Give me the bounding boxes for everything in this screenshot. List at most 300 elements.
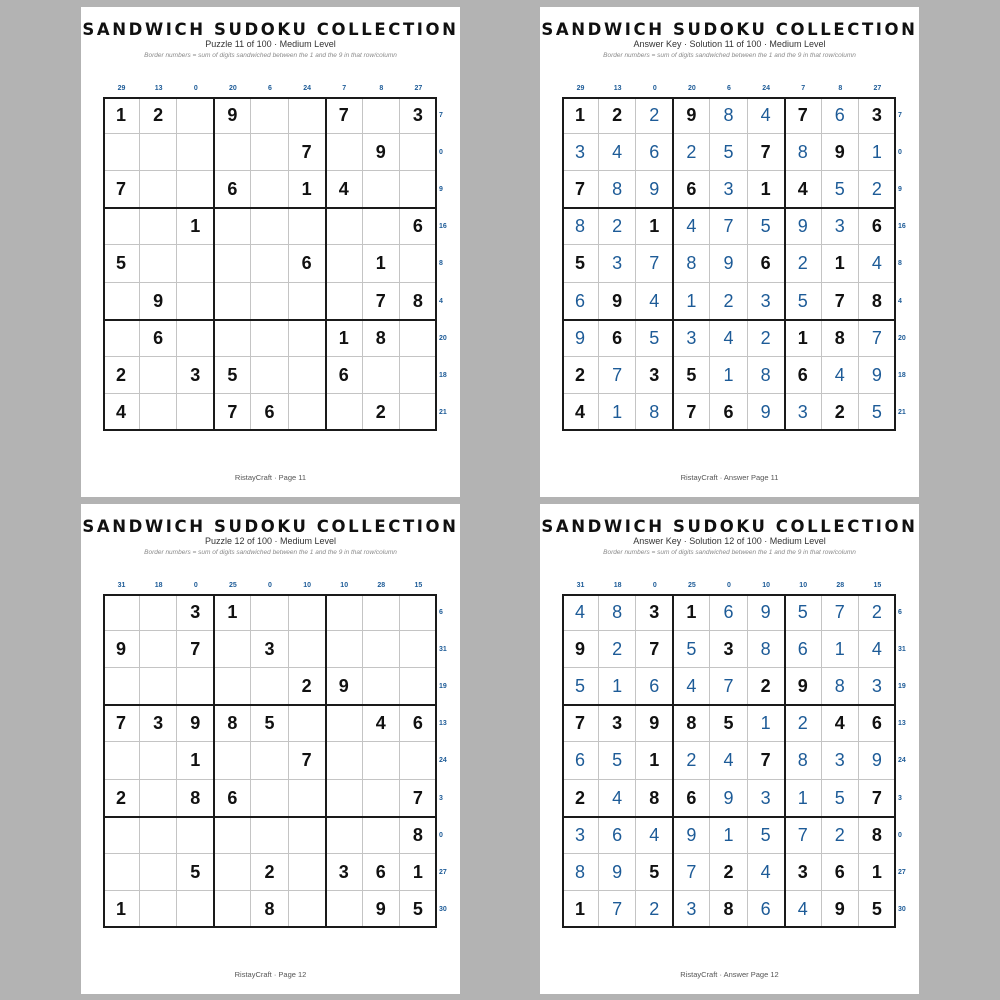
solution-digit-cell: 2 <box>785 705 822 742</box>
given-digit-cell: 6 <box>822 854 859 891</box>
solution-digit-cell: 9 <box>673 817 710 854</box>
given-digit-cell: 8 <box>859 283 896 320</box>
column-clue: 6 <box>727 85 731 92</box>
rules-note: Border numbers = sum of digits sandwiched between the 1 and the 9 in that row/column <box>144 549 397 556</box>
solution-digit-cell: 2 <box>822 817 859 854</box>
solution-digit-cell: 6 <box>562 742 599 779</box>
row-clue: 9 <box>898 186 902 194</box>
answer-page-12 <box>540 504 919 994</box>
page-title: SANDWICH SUDOKU COLLECTION <box>82 517 459 536</box>
row-clue: 0 <box>898 149 902 157</box>
solution-digit-cell: 5 <box>710 134 747 171</box>
solution-digit-cell: 3 <box>599 245 636 282</box>
given-digit-cell: 3 <box>710 631 747 668</box>
grid-frame <box>562 97 896 431</box>
given-digit-cell: 6 <box>859 208 896 245</box>
given-digit-cell: 7 <box>562 705 599 742</box>
row-clue: 30 <box>898 905 906 913</box>
solution-digit-cell: 2 <box>599 208 636 245</box>
solution-digit-cell: 6 <box>822 97 859 134</box>
given-digit-cell: 8 <box>822 320 859 357</box>
solution-digit-cell: 1 <box>822 631 859 668</box>
given-digit-cell: 8 <box>710 891 747 928</box>
given-digit-cell: 6 <box>214 780 251 817</box>
given-digit-cell: 5 <box>400 891 437 928</box>
page-subtitle: Answer Key · Solution 12 of 100 · Medium Level <box>633 536 826 546</box>
given-digit-cell: 3 <box>326 854 363 891</box>
solution-digit-cell: 6 <box>748 891 785 928</box>
column-clue: 15 <box>873 582 882 589</box>
solution-digit-cell: 9 <box>859 742 896 779</box>
given-digit-cell: 1 <box>859 854 896 891</box>
given-digit-cell: 8 <box>400 817 437 854</box>
solution-digit-cell: 4 <box>859 245 896 282</box>
solution-digit-cell: 7 <box>673 854 710 891</box>
solution-digit-cell: 4 <box>599 780 636 817</box>
given-digit-cell: 5 <box>177 854 214 891</box>
given-digit-cell: 5 <box>251 705 288 742</box>
solution-digit-cell: 3 <box>562 817 599 854</box>
column-clue: 13 <box>613 85 622 92</box>
solution-digit-cell: 3 <box>673 891 710 928</box>
given-digit-cell: 6 <box>673 171 710 208</box>
given-digit-cell: 2 <box>599 97 636 134</box>
given-digit-cell: 6 <box>859 705 896 742</box>
given-digit-cell: 9 <box>599 283 636 320</box>
column-clue: 7 <box>342 85 347 92</box>
solution-digit-cell: 8 <box>673 245 710 282</box>
column-clue: 31 <box>576 582 585 589</box>
given-digit-cell: 7 <box>103 171 140 208</box>
solution-digit-cell: 4 <box>636 283 673 320</box>
answer-page-11 <box>540 7 919 497</box>
column-clues <box>103 582 437 594</box>
given-digit-cell: 7 <box>859 780 896 817</box>
column-clue: 20 <box>228 85 237 92</box>
solution-digit-cell: 2 <box>636 891 673 928</box>
given-digit-cell: 8 <box>251 891 288 928</box>
given-digit-cell: 9 <box>140 283 177 320</box>
solution-digit-cell: 4 <box>673 208 710 245</box>
page-subtitle: Puzzle 12 of 100 · Medium Level <box>204 536 337 546</box>
solution-digit-cell: 1 <box>599 668 636 705</box>
given-digit-cell: 2 <box>562 357 599 394</box>
solution-digit-cell: 3 <box>822 208 859 245</box>
solution-digit-cell: 3 <box>822 742 859 779</box>
given-digit-cell: 1 <box>636 208 673 245</box>
solution-digit-cell: 5 <box>748 208 785 245</box>
column-clue: 0 <box>193 85 198 92</box>
column-clue: 24 <box>762 85 770 92</box>
solution-digit-cell: 8 <box>599 594 636 631</box>
given-digit-cell: 9 <box>785 668 822 705</box>
solution-digit-cell: 5 <box>599 742 636 779</box>
solution-digit-cell: 6 <box>562 283 599 320</box>
solution-digit-cell: 9 <box>785 208 822 245</box>
solution-digit-cell: 9 <box>748 594 785 631</box>
column-clues <box>103 85 437 97</box>
given-digit-cell: 8 <box>636 780 673 817</box>
given-digit-cell: 9 <box>177 705 214 742</box>
column-clue: 7 <box>801 85 806 92</box>
column-clue: 10 <box>303 582 311 589</box>
given-digit-cell: 8 <box>400 283 437 320</box>
given-digit-cell: 1 <box>822 245 859 282</box>
column-clue: 31 <box>117 582 126 589</box>
given-digit-cell: 2 <box>363 394 400 431</box>
solution-digit-cell: 6 <box>636 134 673 171</box>
solution-digit-cell: 3 <box>710 171 747 208</box>
given-digit-cell: 2 <box>822 394 859 431</box>
row-clue: 8 <box>898 260 902 268</box>
solution-digit-cell: 8 <box>710 97 747 134</box>
solution-digit-cell: 1 <box>673 283 710 320</box>
given-digit-cell: 7 <box>326 97 363 134</box>
row-clue: 4 <box>439 297 443 305</box>
solution-digit-cell: 9 <box>859 357 896 394</box>
solution-digit-cell: 1 <box>599 394 636 431</box>
row-clues <box>438 594 458 928</box>
solution-digit-cell: 4 <box>562 594 599 631</box>
given-digit-cell: 4 <box>785 171 822 208</box>
row-clue: 9 <box>439 186 443 194</box>
row-clue: 6 <box>898 609 902 616</box>
solution-digit-cell: 8 <box>748 357 785 394</box>
given-digit-cell: 6 <box>710 394 747 431</box>
row-clues <box>438 97 458 431</box>
given-digit-cell: 6 <box>785 357 822 394</box>
solution-digit-cell: 1 <box>748 705 785 742</box>
given-digit-cell: 2 <box>103 780 140 817</box>
solution-digit-cell: 8 <box>599 171 636 208</box>
solution-digit-cell: 5 <box>859 394 896 431</box>
given-digit-cell: 7 <box>748 134 785 171</box>
given-digit-cell: 6 <box>214 171 251 208</box>
given-digit-cell: 9 <box>103 631 140 668</box>
given-digit-cell: 6 <box>599 320 636 357</box>
given-digit-cell: 1 <box>103 97 140 134</box>
row-clue: 16 <box>898 223 906 231</box>
row-clue: 0 <box>898 831 902 839</box>
solution-digit-cell: 7 <box>710 208 747 245</box>
given-digit-cell: 2 <box>140 97 177 134</box>
solution-digit-cell: 8 <box>822 668 859 705</box>
given-digit-cell: 6 <box>400 208 437 245</box>
column-clue: 18 <box>154 582 163 589</box>
given-digit-cell: 1 <box>103 891 140 928</box>
solution-digit-cell: 1 <box>710 357 747 394</box>
page-footer: RistayCraft · Answer Page 11 <box>680 473 779 482</box>
given-digit-cell: 7 <box>562 171 599 208</box>
given-digit-cell: 1 <box>748 171 785 208</box>
given-digit-cell: 1 <box>562 97 599 134</box>
page-footer: RistayCraft · Answer Page 12 <box>680 970 779 979</box>
row-clue: 4 <box>898 297 902 305</box>
given-digit-cell: 9 <box>363 891 400 928</box>
given-digit-cell: 7 <box>785 97 822 134</box>
column-clue: 0 <box>268 582 272 589</box>
column-clue: 0 <box>652 85 657 92</box>
given-digit-cell: 1 <box>326 320 363 357</box>
column-clue: 0 <box>652 582 657 589</box>
rules-note: Border numbers = sum of digits sandwiched between the 1 and the 9 in that row/column <box>603 52 856 59</box>
solution-digit-cell: 4 <box>748 854 785 891</box>
given-digit-cell: 9 <box>326 668 363 705</box>
given-digit-cell: 3 <box>599 705 636 742</box>
solution-digit-cell: 3 <box>748 283 785 320</box>
solution-digit-cell: 3 <box>859 668 896 705</box>
given-digit-cell: 3 <box>636 357 673 394</box>
column-clue: 8 <box>838 85 843 92</box>
solution-digit-cell: 4 <box>859 631 896 668</box>
given-digit-cell: 3 <box>636 594 673 631</box>
column-clue: 20 <box>687 85 696 92</box>
row-clue: 31 <box>439 646 447 654</box>
row-clue: 8 <box>439 260 443 268</box>
solution-digit-cell: 7 <box>599 891 636 928</box>
column-clue: 27 <box>873 85 882 92</box>
given-digit-cell: 5 <box>103 245 140 282</box>
row-clue: 30 <box>439 905 447 913</box>
given-digit-cell: 6 <box>140 320 177 357</box>
given-digit-cell: 1 <box>400 854 437 891</box>
row-clue: 16 <box>439 223 447 231</box>
solution-digit-cell: 2 <box>636 97 673 134</box>
given-digit-cell: 7 <box>289 742 326 779</box>
row-clue: 13 <box>898 720 906 728</box>
solution-digit-cell: 8 <box>785 742 822 779</box>
given-digit-cell: 3 <box>251 631 288 668</box>
solution-digit-cell: 5 <box>636 320 673 357</box>
solution-digit-cell: 6 <box>710 594 747 631</box>
solution-digit-cell: 4 <box>710 742 747 779</box>
row-clues <box>897 594 917 928</box>
given-digit-cell: 9 <box>562 631 599 668</box>
given-digit-cell: 2 <box>710 854 747 891</box>
column-clue: 10 <box>340 582 349 589</box>
given-digit-cell: 5 <box>562 245 599 282</box>
column-clue: 10 <box>799 582 808 589</box>
given-digit-cell: 1 <box>214 594 251 631</box>
puzzle-page-11 <box>81 7 460 497</box>
column-clue: 29 <box>576 85 585 92</box>
given-digit-cell: 7 <box>636 631 673 668</box>
column-clue: 0 <box>193 582 198 589</box>
given-digit-cell: 8 <box>363 320 400 357</box>
given-digit-cell: 7 <box>400 780 437 817</box>
page-footer: RistayCraft · Page 12 <box>234 970 307 979</box>
given-digit-cell: 1 <box>636 742 673 779</box>
given-digit-cell: 8 <box>214 705 251 742</box>
given-digit-cell: 3 <box>859 97 896 134</box>
solution-digit-cell: 9 <box>636 171 673 208</box>
given-digit-cell: 4 <box>562 394 599 431</box>
solution-digit-cell: 4 <box>822 357 859 394</box>
given-digit-cell: 3 <box>140 705 177 742</box>
solution-digit-cell: 5 <box>785 594 822 631</box>
given-digit-cell: 6 <box>326 357 363 394</box>
solution-digit-cell: 2 <box>673 134 710 171</box>
page-title: SANDWICH SUDOKU COLLECTION <box>541 20 918 39</box>
given-digit-cell: 3 <box>177 594 214 631</box>
given-digit-cell: 7 <box>748 742 785 779</box>
solution-digit-cell: 4 <box>673 668 710 705</box>
row-clue: 7 <box>898 112 902 119</box>
row-clue: 20 <box>439 334 447 342</box>
solution-digit-cell: 5 <box>748 817 785 854</box>
row-clue: 20 <box>898 334 906 342</box>
row-clues <box>897 97 917 431</box>
solution-digit-cell: 9 <box>599 854 636 891</box>
column-clue: 28 <box>836 582 845 589</box>
given-digit-cell: 5 <box>859 891 896 928</box>
given-digit-cell: 8 <box>859 817 896 854</box>
solution-digit-cell: 3 <box>562 134 599 171</box>
given-digit-cell: 4 <box>326 171 363 208</box>
given-digit-cell: 8 <box>177 780 214 817</box>
solution-digit-cell: 4 <box>636 817 673 854</box>
column-clue: 29 <box>117 85 126 92</box>
grid-frame <box>103 594 437 928</box>
solution-digit-cell: 2 <box>710 283 747 320</box>
solution-digit-cell: 4 <box>785 891 822 928</box>
row-clue: 18 <box>439 371 447 379</box>
solution-digit-cell: 1 <box>710 817 747 854</box>
solution-digit-cell: 5 <box>785 283 822 320</box>
solution-digit-cell: 5 <box>822 780 859 817</box>
given-digit-cell: 1 <box>289 171 326 208</box>
solution-digit-cell: 5 <box>562 668 599 705</box>
given-digit-cell: 2 <box>103 357 140 394</box>
column-clue: 15 <box>414 582 423 589</box>
given-digit-cell: 4 <box>103 394 140 431</box>
given-digit-cell: 2 <box>251 854 288 891</box>
given-digit-cell: 6 <box>400 705 437 742</box>
given-digit-cell: 7 <box>177 631 214 668</box>
given-digit-cell: 2 <box>562 780 599 817</box>
solution-digit-cell: 7 <box>599 357 636 394</box>
given-digit-cell: 9 <box>363 134 400 171</box>
page-subtitle: Answer Key · Solution 11 of 100 · Medium Level <box>633 39 826 49</box>
row-clue: 7 <box>439 112 443 119</box>
given-digit-cell: 1 <box>562 891 599 928</box>
rules-note: Border numbers = sum of digits sandwiched between the 1 and the 9 in that row/column <box>603 549 856 556</box>
given-digit-cell: 7 <box>822 283 859 320</box>
row-clue: 31 <box>898 646 906 654</box>
solution-digit-cell: 7 <box>710 668 747 705</box>
solution-digit-cell: 9 <box>562 320 599 357</box>
solution-digit-cell: 2 <box>785 245 822 282</box>
row-clue: 0 <box>439 831 443 839</box>
solution-digit-cell: 2 <box>748 320 785 357</box>
row-clue: 19 <box>439 683 447 691</box>
solution-digit-cell: 8 <box>562 208 599 245</box>
row-clue: 13 <box>439 720 447 728</box>
given-digit-cell: 6 <box>289 245 326 282</box>
row-clue: 6 <box>439 609 443 616</box>
given-digit-cell: 1 <box>363 245 400 282</box>
page-footer: RistayCraft · Page 11 <box>234 473 307 482</box>
column-clue: 28 <box>377 582 386 589</box>
given-digit-cell: 7 <box>673 394 710 431</box>
column-clue: 6 <box>268 85 272 92</box>
column-clue: 27 <box>414 85 423 92</box>
given-digit-cell: 4 <box>363 705 400 742</box>
given-digit-cell: 6 <box>363 854 400 891</box>
solution-digit-cell: 8 <box>785 134 822 171</box>
page-title: SANDWICH SUDOKU COLLECTION <box>541 517 918 536</box>
solution-digit-cell: 6 <box>599 817 636 854</box>
column-clues <box>562 85 896 97</box>
given-digit-cell: 9 <box>636 705 673 742</box>
rules-note: Border numbers = sum of digits sandwiched between the 1 and the 9 in that row/column <box>144 52 397 59</box>
row-clue: 21 <box>898 408 906 416</box>
solution-digit-cell: 7 <box>822 594 859 631</box>
given-digit-cell: 7 <box>289 134 326 171</box>
solution-digit-cell: 2 <box>673 742 710 779</box>
given-digit-cell: 6 <box>251 394 288 431</box>
given-digit-cell: 5 <box>214 357 251 394</box>
solution-digit-cell: 7 <box>636 245 673 282</box>
column-clue: 25 <box>228 582 237 589</box>
row-clue: 3 <box>439 794 443 802</box>
column-clues <box>562 582 896 594</box>
column-clue: 13 <box>154 85 163 92</box>
row-clue: 27 <box>898 868 906 876</box>
row-clue: 19 <box>898 683 906 691</box>
column-clue: 0 <box>727 582 731 589</box>
solution-digit-cell: 6 <box>636 668 673 705</box>
given-digit-cell: 5 <box>673 357 710 394</box>
solution-digit-cell: 6 <box>785 631 822 668</box>
solution-digit-cell: 5 <box>822 171 859 208</box>
given-digit-cell: 7 <box>214 394 251 431</box>
given-digit-cell: 6 <box>673 780 710 817</box>
given-digit-cell: 4 <box>822 705 859 742</box>
solution-digit-cell: 3 <box>673 320 710 357</box>
solution-digit-cell: 3 <box>748 780 785 817</box>
solution-digit-cell: 8 <box>636 394 673 431</box>
given-digit-cell: 5 <box>636 854 673 891</box>
solution-digit-cell: 1 <box>785 780 822 817</box>
given-digit-cell: 7 <box>363 283 400 320</box>
given-digit-cell: 9 <box>214 97 251 134</box>
column-clue: 18 <box>613 582 622 589</box>
given-digit-cell: 9 <box>673 97 710 134</box>
given-digit-cell: 1 <box>177 742 214 779</box>
solution-digit-cell: 2 <box>859 594 896 631</box>
puzzle-page-12 <box>81 504 460 994</box>
given-digit-cell: 6 <box>748 245 785 282</box>
solution-digit-cell: 9 <box>710 780 747 817</box>
row-clue: 24 <box>898 757 906 765</box>
given-digit-cell: 1 <box>177 208 214 245</box>
column-clue: 24 <box>303 85 311 92</box>
given-digit-cell: 5 <box>710 705 747 742</box>
given-digit-cell: 1 <box>673 594 710 631</box>
solution-digit-cell: 9 <box>748 394 785 431</box>
row-clue: 24 <box>439 757 447 765</box>
column-clue: 25 <box>687 582 696 589</box>
solution-digit-cell: 4 <box>710 320 747 357</box>
page-subtitle: Puzzle 11 of 100 · Medium Level <box>205 39 336 49</box>
solution-digit-cell: 9 <box>710 245 747 282</box>
row-clue: 21 <box>439 408 447 416</box>
row-clue: 18 <box>898 371 906 379</box>
solution-digit-cell: 4 <box>748 97 785 134</box>
given-digit-cell: 2 <box>748 668 785 705</box>
solution-digit-cell: 5 <box>673 631 710 668</box>
